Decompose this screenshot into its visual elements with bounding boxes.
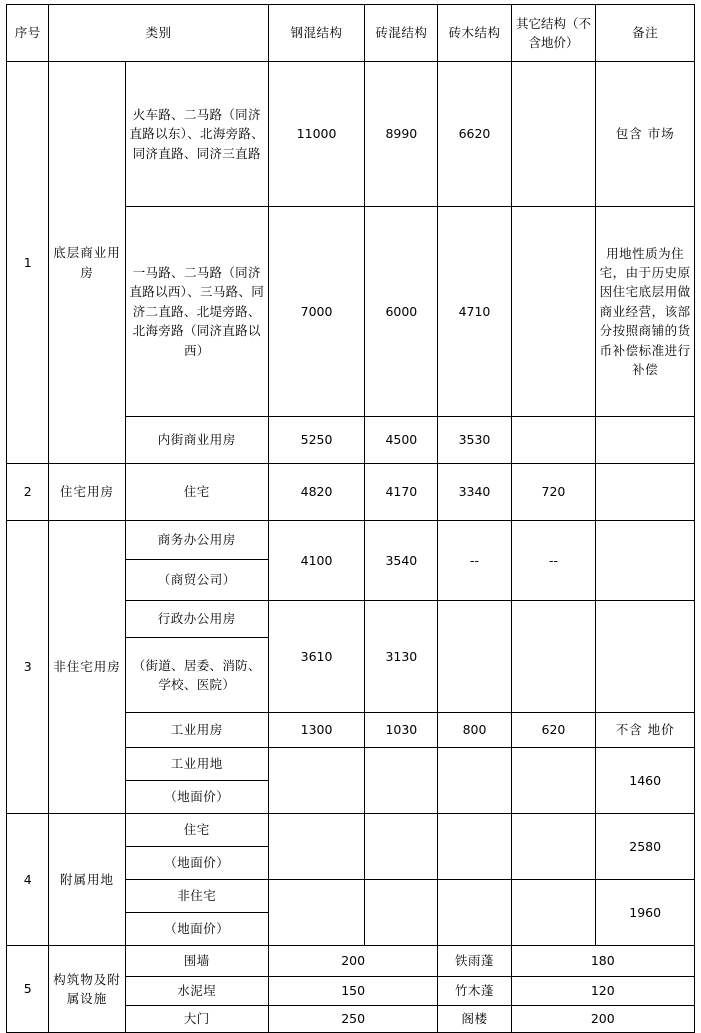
value-reinforced-concrete: 7000 (268, 207, 364, 417)
value-other-structure (511, 417, 596, 464)
value-remark: 用地性质为住宅，由于历史原因住宅底层用做商业经营，该部分按照商铺的货币补偿标准进行补偿 (596, 207, 695, 417)
row-category: 住宅用房 (49, 464, 125, 521)
value-brick-wood: 3530 (438, 417, 511, 464)
value-remark (596, 601, 695, 713)
table-row (7, 62, 695, 207)
row-index: 5 (7, 946, 49, 1033)
value-remark (596, 521, 695, 601)
row-subcategory: 火车路、二马路（同济直路以东）、北海旁路、同济直路、同济三直路 (125, 62, 268, 207)
column-header-reinforced-concrete: 钢混结构 (268, 5, 364, 62)
value-other-structure (511, 62, 596, 207)
value-brick-concrete: 4170 (365, 464, 438, 521)
value-brick-concrete (365, 814, 438, 880)
row-subcategory: 内街商业用房 (125, 417, 268, 464)
row-subcategory: 围墙 (125, 946, 268, 977)
row-subcategory: 大门 (125, 1006, 268, 1033)
column-header-category: 类别 (49, 5, 268, 62)
row-subcategory: 住宅 (125, 814, 268, 847)
row-subcategory-secondary: （地面价） (125, 781, 268, 814)
row-category: 底层商业用房 (49, 62, 125, 464)
value-brick-concrete: 1030 (365, 713, 438, 748)
value-other-structure (511, 880, 596, 946)
value-remark: 1460 (596, 748, 695, 814)
row-subcategory-right: 铁雨蓬 (438, 946, 511, 977)
value-brick-concrete: 6000 (365, 207, 438, 417)
row-subcategory-secondary: （地面价） (125, 847, 268, 880)
value-brick-wood (438, 601, 511, 713)
value-other-structure (511, 748, 596, 814)
table-row (7, 946, 695, 977)
row-subcategory-secondary: （商贸公司） (125, 560, 268, 601)
value-brick-concrete: 3130 (365, 601, 438, 713)
value-left: 150 (268, 977, 438, 1006)
row-subcategory: 非住宅 (125, 880, 268, 913)
value-remark: 1960 (596, 880, 695, 946)
row-subcategory-secondary: （地面价） (125, 913, 268, 946)
row-subcategory-right: 竹木蓬 (438, 977, 511, 1006)
value-left: 200 (268, 946, 438, 977)
row-index: 3 (7, 521, 49, 814)
value-left: 250 (268, 1006, 438, 1033)
value-other-structure (511, 601, 596, 713)
value-brick-concrete (365, 880, 438, 946)
row-index: 2 (7, 464, 49, 521)
value-other-structure: -- (511, 521, 596, 601)
value-other-structure (511, 207, 596, 417)
value-other-structure: 620 (511, 713, 596, 748)
column-header-brick-concrete: 砖混结构 (365, 5, 438, 62)
value-brick-wood: 4710 (438, 207, 511, 417)
table-row (7, 814, 695, 847)
value-reinforced-concrete (268, 814, 364, 880)
column-header-index: 序号 (7, 5, 49, 62)
value-brick-wood: 3340 (438, 464, 511, 521)
value-reinforced-concrete: 1300 (268, 713, 364, 748)
row-subcategory-right: 阁楼 (438, 1006, 511, 1033)
value-brick-concrete (365, 748, 438, 814)
row-subcategory: 水泥埕 (125, 977, 268, 1006)
value-reinforced-concrete: 11000 (268, 62, 364, 207)
value-right: 120 (511, 977, 694, 1006)
value-other-structure: 720 (511, 464, 596, 521)
value-brick-wood (438, 880, 511, 946)
compensation-table (6, 4, 695, 1033)
value-other-structure (511, 814, 596, 880)
value-brick-wood: 800 (438, 713, 511, 748)
value-brick-wood: 6620 (438, 62, 511, 207)
row-subcategory: 行政办公用房 (125, 601, 268, 638)
value-reinforced-concrete: 4820 (268, 464, 364, 521)
value-reinforced-concrete: 5250 (268, 417, 364, 464)
row-subcategory: 工业用地 (125, 748, 268, 781)
value-reinforced-concrete: 3610 (268, 601, 364, 713)
row-subcategory: 一马路、二马路（同济直路以西）、三马路、同济二直路、北堤旁路、北海旁路（同济直路以西） (125, 207, 268, 417)
value-remark (596, 417, 695, 464)
value-brick-wood (438, 814, 511, 880)
table-header-row (7, 5, 695, 62)
value-brick-wood (438, 748, 511, 814)
value-brick-wood: -- (438, 521, 511, 601)
value-brick-concrete: 3540 (365, 521, 438, 601)
row-index: 1 (7, 62, 49, 464)
value-brick-concrete: 8990 (365, 62, 438, 207)
table-row (7, 521, 695, 560)
row-subcategory: 工业用房 (125, 713, 268, 748)
row-index: 4 (7, 814, 49, 946)
value-right: 180 (511, 946, 694, 977)
row-subcategory: 商务办公用房 (125, 521, 268, 560)
value-reinforced-concrete: 4100 (268, 521, 364, 601)
column-header-remark: 备注 (596, 5, 695, 62)
column-header-other-structure: 其它结构（不含地价） (511, 5, 596, 62)
column-header-brick-wood: 砖木结构 (438, 5, 511, 62)
row-category: 附属用地 (49, 814, 125, 946)
row-category: 非住宅用房 (49, 521, 125, 814)
value-reinforced-concrete (268, 748, 364, 814)
value-reinforced-concrete (268, 880, 364, 946)
row-subcategory-secondary: （街道、居委、消防、学校、医院） (125, 638, 268, 713)
value-remark (596, 464, 695, 521)
value-right: 200 (511, 1006, 694, 1033)
row-category: 构筑物及附属设施 (49, 946, 125, 1033)
value-remark: 2580 (596, 814, 695, 880)
value-brick-concrete: 4500 (365, 417, 438, 464)
value-remark: 包含 市场 (596, 62, 695, 207)
table-row (7, 464, 695, 521)
value-remark: 不含 地价 (596, 713, 695, 748)
row-subcategory: 住宅 (125, 464, 268, 521)
